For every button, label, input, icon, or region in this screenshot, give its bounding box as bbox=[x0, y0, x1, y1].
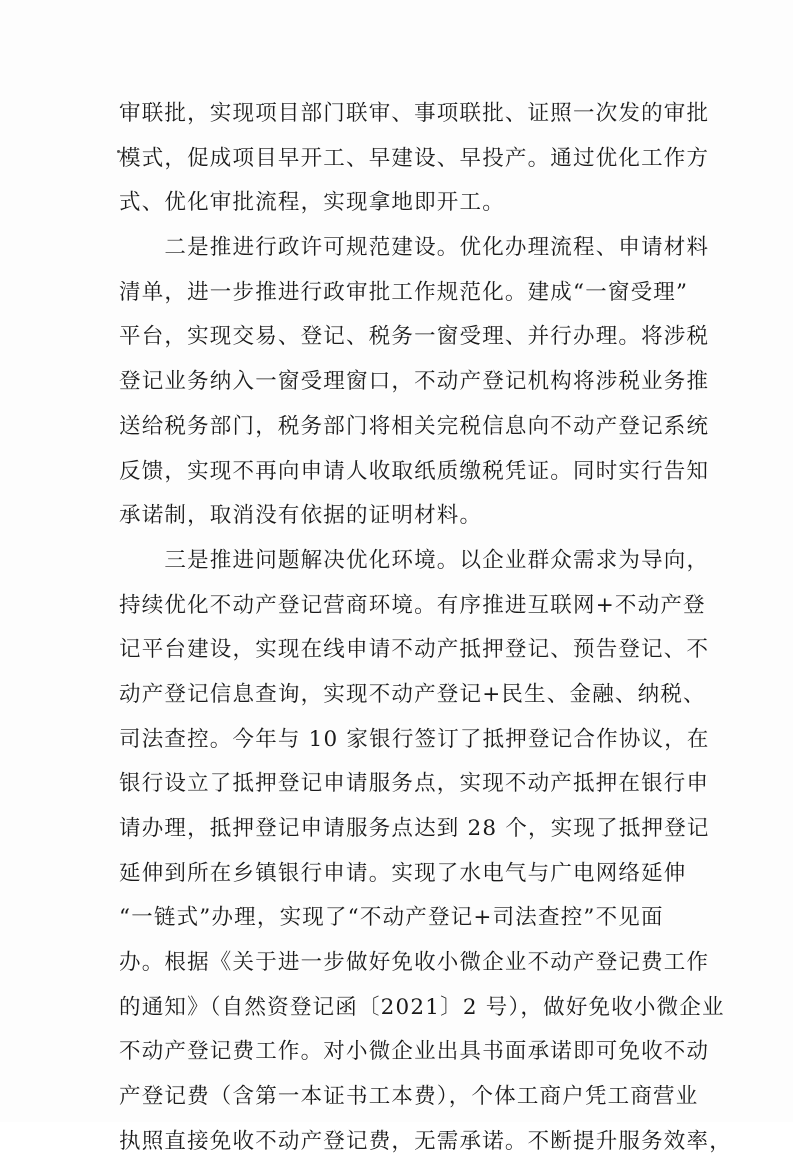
text-line: 送给税务部门，税务部门将相关完税信息向不动产登记系统 bbox=[119, 413, 710, 439]
text-line: 记平台建设，实现在线申请不动产抵押登记、预告登记、不 bbox=[119, 637, 710, 663]
paragraph-heading-line: 三是推进问题解决优化环境。以企业群众需求为导向， bbox=[119, 547, 710, 573]
text-line: 动产登记信息查询，实现不动产登记+民生、金融、纳税、 bbox=[119, 681, 706, 707]
text-line: 请办理，抵押登记申请服务点达到 28 个，实现了抵押登记 bbox=[119, 816, 710, 841]
text-line: 银行设立了抵押登记申请服务点，实现不动产抵押在银行申 bbox=[119, 771, 710, 797]
document-body bbox=[119, 92, 732, 1165]
text-line: 的通知》（自然资登记函〔2021〕2 号），做好免收小微企业 bbox=[119, 994, 725, 1020]
text-line: 办。根据《关于进一步做好免收小微企业不动产登记费工作 bbox=[119, 950, 710, 976]
text-line: 产登记费（含第一本证书工本费），个体工商户凭工商营业 bbox=[119, 1084, 699, 1110]
text-line: 持续优化不动产登记营商环境。有序推进互联网+不动产登 bbox=[119, 592, 706, 618]
text-line: 登记业务纳入一窗受理窗口，不动产登记机构将涉税业务推 bbox=[119, 369, 710, 395]
text-line: 延伸到所在乡镇银行申请。实现了水电气与广电网络延伸 bbox=[119, 860, 687, 886]
text-line: 模式，促成项目早开工、早建设、早投产。通过优化工作方 bbox=[119, 145, 710, 171]
text-line: 执照直接免收不动产登记费，无需承诺。不断提升服务效率， bbox=[119, 1128, 732, 1154]
text-line: 承诺制，取消没有依据的证明材料。 bbox=[119, 503, 483, 529]
text-line: “一链式”办理，实现了“不动产登记+司法查控”不见面 bbox=[119, 905, 664, 931]
text-line: 不动产登记费工作。对小微企业出具书面承诺即可免收不动 bbox=[119, 1039, 710, 1065]
text-line: 式、优化审批流程，实现拿地即开工。 bbox=[119, 190, 505, 216]
text-line: 审联批，实现项目部门联审、事项联批、证照一次发的审批 bbox=[119, 101, 710, 126]
text-line: 清单，进一步推进行政审批工作规范化。建成“一窗受理” bbox=[119, 279, 689, 305]
text-line: 平台，实现交易、登记、税务一窗受理、并行办理。将涉税 bbox=[119, 324, 710, 350]
paragraph-heading-line: 二是推进行政许可规范建设。优化办理流程、申请材料 bbox=[119, 235, 710, 261]
text-line: 反馈，实现不再向申请人收取纸质缴税凭证。同时实行告知 bbox=[119, 458, 710, 484]
text-line: 司法查控。今年与 10 家银行签订了抵押登记合作协议，在 bbox=[119, 726, 710, 752]
